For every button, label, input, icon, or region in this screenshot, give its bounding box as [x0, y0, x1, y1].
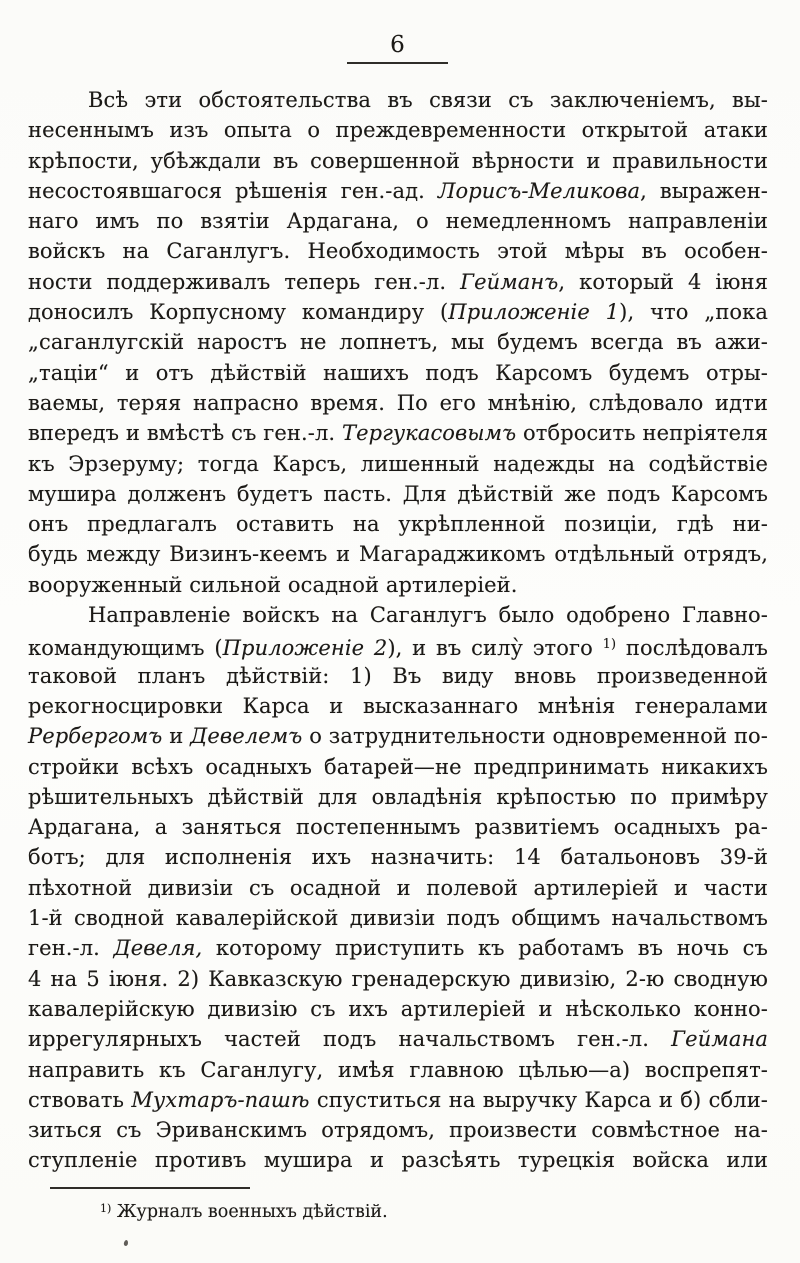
text-run: командующимъ ( — [28, 636, 223, 661]
footnote-marker: 1) — [100, 1202, 112, 1215]
text-run: ботъ; для исполненія ихъ назначить: 14 батальоновъ 39-й — [28, 845, 768, 870]
text-run: , который 4 іюня — [558, 269, 768, 294]
text-run: таковой планъ дѣйствій: 1) Въ виду вновь произведенной — [28, 663, 768, 688]
text-run: ), и въ силу̀ этого — [387, 636, 603, 661]
italic-name: Девеля, — [113, 936, 203, 961]
text-line — [28, 297, 768, 327]
footnote-text: Журналъ военныхъ дѣйствій. — [111, 1202, 388, 1222]
text-line — [28, 539, 768, 569]
text-line — [28, 388, 768, 418]
text-line — [28, 630, 768, 660]
text-run: зиться съ Эриванскимъ отрядомъ, произвести совмѣстное на- — [28, 1118, 768, 1143]
text-run: иррегулярныхъ частей подъ начальствомъ ген.-л. — [28, 1027, 672, 1052]
text-run: ген.-л. — [28, 936, 114, 961]
text-run: которому приступить къ работамъ въ ночь съ — [202, 936, 768, 961]
text-run: наго имъ по взятіи Ардагана, о немедленномъ направленіи — [28, 209, 768, 234]
text-line — [28, 509, 768, 539]
text-line — [28, 358, 768, 388]
text-run: впередъ и вмѣстѣ съ ген.-л. — [28, 421, 343, 446]
page-number: 6 — [390, 32, 405, 58]
text-run: къ Эрзеруму; тогда Карсъ, лишенный надежды на содѣйствіе — [28, 451, 768, 476]
text-run: ваемы, теряя напрасно время. По его мнѣнію, слѣдовало идти — [28, 390, 768, 415]
text-line — [28, 721, 768, 751]
italic-name: Гейманъ — [460, 269, 559, 294]
text-line — [28, 1115, 768, 1145]
footnote — [28, 1197, 768, 1224]
text-line — [28, 661, 768, 691]
text-line — [28, 146, 768, 176]
text-run: несеннымъ изъ опыта о преждевременности открытой атаки — [28, 118, 768, 143]
italic-name: Мухтаръ-пашѣ — [131, 1087, 310, 1112]
text-run: онъ предлагалъ оставить на укрѣпленной позиціи, гдѣ ни- — [28, 512, 768, 537]
text-line — [28, 691, 768, 721]
text-run: Ардагана, а заняться постепеннымъ развитіемъ осадныхъ ра- — [28, 815, 768, 840]
text-line — [28, 1145, 768, 1175]
text-run: рекогносцировки Карса и высказаннаго мнѣнія генералами — [28, 693, 768, 718]
text-run: кавалерійскую дивизію съ ихъ артилеріей и нѣсколько конно- — [28, 996, 768, 1021]
text-line — [28, 812, 768, 842]
text-line — [28, 994, 768, 1024]
text-run: мушира долженъ будетъ пасть. Для дѣйствій же подъ Карсомъ — [28, 481, 768, 506]
text-run: „таціи“ и отъ дѣйствій нашихъ подъ Карсомъ будемъ отры- — [28, 360, 768, 385]
text-line — [28, 479, 768, 509]
text-line — [28, 85, 768, 115]
text-run: крѣпости, убѣждали въ совершенной вѣрности и правильности — [28, 148, 768, 173]
text-line — [28, 1055, 768, 1085]
text-line — [28, 933, 768, 963]
italic-name: Рербергомъ — [28, 724, 163, 749]
text-run: послѣдовалъ — [616, 636, 768, 661]
text-line — [28, 267, 768, 297]
footnote-reference: 1) — [602, 637, 617, 653]
text-line — [28, 600, 768, 630]
text-run: войскъ на Саганлугъ. Необходимость этой мѣры въ особен- — [28, 239, 768, 264]
text-run: направить къ Саганлугу, имѣя главною цѣлью—а) воспрепят- — [28, 1057, 768, 1082]
text-line — [28, 206, 768, 236]
page-header — [347, 33, 448, 57]
text-line — [28, 873, 768, 903]
text-run: ности поддерживалъ теперь ген.-л. — [28, 269, 461, 294]
text-line — [28, 782, 768, 812]
text-line — [28, 1085, 768, 1115]
text-run: ступленіе противъ мушира и разсѣять турецкія войска или — [28, 1148, 768, 1173]
italic-name: Приложеніе 1 — [448, 300, 620, 325]
text-run: , выражен- — [640, 178, 768, 203]
text-line — [28, 327, 768, 357]
text-run: спуститься на выручку Карса и б) сбли- — [309, 1087, 768, 1112]
text-run: Направленіе войскъ на Саганлугъ было одобрено Главно- — [88, 603, 768, 628]
text-run: пѣхотной дивизіи съ осадной и полевой артилеріей и части — [28, 875, 768, 900]
italic-name: Тергукасовымъ — [342, 421, 517, 446]
ink-speck — [123, 1240, 128, 1247]
italic-name: Девелемъ — [190, 724, 303, 749]
text-run: стройки всѣхъ осадныхъ батарей—не предпринимать никакихъ — [28, 754, 768, 779]
text-run: отбросить непріятеля — [516, 421, 768, 446]
text-run: ), что „пока — [619, 300, 769, 325]
text-run: доносилъ Корпусному командиру ( — [28, 300, 449, 325]
italic-name: Геймана — [671, 1027, 768, 1052]
text-line — [28, 752, 768, 782]
italic-name: Приложеніе 2 — [222, 636, 388, 661]
text-run: о затруднительности одновременной по- — [302, 724, 768, 749]
text-line — [28, 842, 768, 872]
text-line — [28, 236, 768, 266]
page-number-rule — [347, 62, 448, 64]
text-run: 4 на 5 іюня. 2) Кавказскую гренадерскую дивизію, 2-ю сводную — [28, 966, 768, 991]
text-run: вооруженный сильной осадной артилеріей. — [28, 572, 518, 597]
text-line — [28, 903, 768, 933]
text-line — [28, 176, 768, 206]
text-run: несостоявшагося рѣшенія ген.-ад. — [28, 178, 438, 203]
footnote-rule — [50, 1187, 250, 1189]
text-line — [28, 115, 768, 145]
text-line — [28, 964, 768, 994]
text-line — [28, 449, 768, 479]
italic-name: Лорисъ-Меликова — [437, 178, 641, 203]
text-line — [28, 418, 768, 448]
text-run: „саганлугскій наростъ не лопнетъ, мы будемъ всегда въ ажи- — [28, 330, 768, 355]
text-run: ствовать — [28, 1087, 132, 1112]
text-block — [28, 85, 768, 1176]
text-run: будь между Визинъ-кеемъ и Магараджикомъ отдѣльный отрядъ, — [28, 542, 768, 567]
text-run: Всѣ эти обстоятельства въ связи съ заключеніемъ, вы- — [88, 88, 768, 112]
text-line — [28, 1024, 768, 1054]
text-run: и — [162, 724, 191, 749]
text-run: 1-й сводной кавалерійской дивизіи подъ общимъ начальствомъ — [28, 906, 768, 931]
text-run: рѣшительныхъ дѣйствій для овладѣнія крѣпостью по примѣру — [28, 784, 768, 809]
text-line — [28, 570, 768, 600]
